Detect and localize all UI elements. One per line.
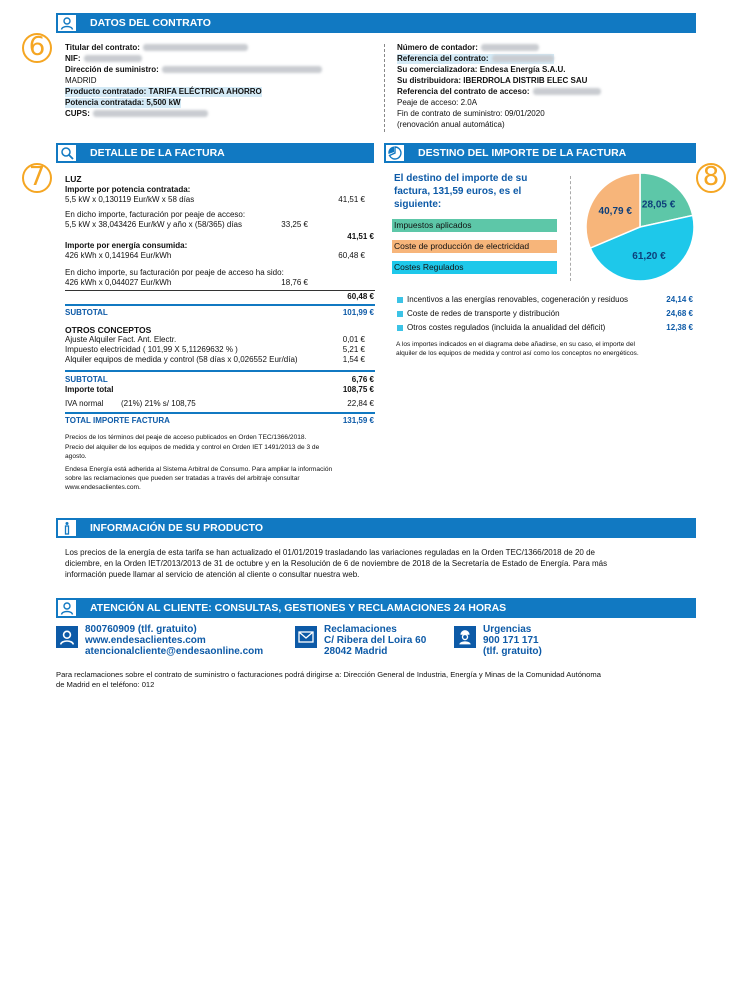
reclamaciones-label: Reclamaciones (324, 624, 397, 635)
energia-title: Importe por energía consumida: (65, 241, 188, 250)
potencia-title: Importe por potencia contratada: (65, 185, 191, 194)
potencia-value: 41,51 € (338, 195, 365, 204)
redes-value: 24,68 € (666, 309, 693, 318)
info-icon (56, 518, 78, 538)
destino-heading-3: siguiente: (394, 199, 442, 210)
destino-nota-2: alquiler de los equipos de medida y control así como los conceptos no energéticos. (396, 350, 639, 357)
producto-contratado: Producto contratado: TARIFA ELÉCTRICA AHORRO (65, 87, 262, 96)
otros-costes-value: 12,38 € (666, 323, 693, 332)
importe-total-label: Importe total (65, 385, 114, 394)
alquiler-fact-value: 0,01 € (342, 335, 365, 344)
urgencias-label: Urgencias (483, 624, 532, 635)
user-icon (56, 598, 78, 618)
peaje-acceso: Peaje de acceso: 2.0A (397, 98, 478, 107)
referencia-field: Referencia del contrato: (397, 54, 554, 64)
destino-heading-2: factura, 131,59 euros, es el (394, 186, 522, 197)
energia-peaje-line: 426 kWh x 0,044027 Eur/kWh (65, 278, 172, 287)
footer-line-1: Para reclamaciones sobre el contrato de suministro o facturaciones podrá dirigirse a: Dirección General de Industria, Energía y Minas de la Comunidad Autónoma (56, 670, 601, 679)
user-icon (56, 13, 78, 33)
subtotal2-value: 6,76 € (351, 375, 374, 384)
section-title: DATOS DEL CONTRATO (90, 17, 211, 29)
fin-contrato: Fin de contrato de suministro: 09/01/2020 (397, 109, 545, 118)
luz-label: LUZ (65, 174, 82, 184)
tag-impuestos: Impuestos aplicados (392, 219, 557, 232)
impuesto-value: 5,21 € (342, 345, 365, 354)
titular-field: Titular del contrato: (65, 43, 248, 53)
iva-value: 22,84 € (347, 399, 374, 408)
marker-7: 7 (22, 163, 52, 193)
urgencias-gratuito: (tlf. gratuito) (483, 646, 542, 657)
section-header-detalle (56, 143, 374, 163)
legend-bullet (397, 297, 403, 303)
telefono-gratuito[interactable]: 800760909 (tlf. gratuito) (85, 624, 197, 635)
otros-costes-label: Otros costes regulados (incluida la anualidad del déficit) (407, 323, 606, 332)
energia-peaje-desc: En dicho importe, su facturación por peaje de acceso ha sido: (65, 268, 284, 277)
technician-icon (454, 626, 476, 648)
potencia-contratada: Potencia contratada: 5,500 kW (65, 98, 181, 107)
divider (65, 370, 375, 372)
legend-bullet (397, 311, 403, 317)
alquiler-equipos-line: Alquiler equipos de medida y control (58 días x 0,026552 Eur/día) (65, 355, 298, 364)
nota-arbitraje-2: sobre las reclamaciones que pueden ser tratadas a través del arbitraje consultar (65, 475, 300, 482)
pie-chart (585, 172, 695, 282)
section-title: DESTINO DEL IMPORTE DE LA FACTURA (418, 147, 627, 159)
section-header-info (56, 518, 696, 538)
reclamaciones-direccion: C/ Ribera del Loira 60 (324, 635, 427, 646)
section-header-destino (384, 143, 696, 163)
nota-alquiler-1: Precio del alquiler de los equipos de medida y control en Orden IET 1491/2013 de 3 de (65, 444, 320, 451)
mail-icon (295, 626, 317, 648)
total-label: TOTAL IMPORTE FACTURA (65, 416, 170, 425)
urgencias-telefono[interactable]: 900 171 171 (483, 635, 539, 646)
section-header-datos (56, 13, 696, 33)
email-link[interactable]: atencionalcliente@endesaonline.com (85, 646, 264, 657)
pie-data-label: 28,05 € (641, 199, 676, 211)
potencia-peaje-value: 33,25 € (281, 220, 308, 229)
section-title: ATENCIÓN AL CLIENTE: CONSULTAS, GESTIONES Y RECLAMACIONES 24 HORAS (90, 602, 507, 614)
ref-acceso-field: Referencia del contrato de acceso: (397, 87, 601, 97)
subtotal-value: 101,99 € (342, 308, 374, 317)
contador-field: Número de contador: (397, 43, 539, 53)
legend-bullet (397, 325, 403, 331)
cups-field: CUPS: (65, 109, 208, 119)
destino-heading-1: El destino del importe de su (394, 173, 528, 184)
pie-chart-icon (384, 143, 406, 163)
alquiler-equipos-value: 1,54 € (342, 355, 365, 364)
section-header-atencion (56, 598, 696, 618)
potencia-peaje-line: 5,5 kW x 38,043426 Eur/kW y año x (58/365) días (65, 220, 242, 229)
impuesto-line: Impuesto electricidad ( 101,99 X 5,11269632 % ) (65, 345, 238, 354)
energia-line: 426 kWh x 0,141964 Eur/kWh (65, 251, 172, 260)
potencia-total: 41,51 € (347, 232, 374, 241)
tag-coste-produccion: Coste de producción de electricidad (392, 240, 557, 253)
reclamaciones-ciudad: 28042 Madrid (324, 646, 388, 657)
tag-costes-regulados: Costes Regulados (392, 261, 557, 274)
distribuidora: Su distribuidora: IBERDROLA DISTRIB ELEC SAU (397, 76, 588, 85)
pie-data-label: 61,20 € (632, 250, 666, 262)
otros-title: OTROS CONCEPTOS (65, 325, 152, 335)
web-link[interactable]: www.endesaclientes.com (85, 635, 206, 646)
contract-divider (384, 44, 385, 132)
marker-8: 8 (696, 163, 726, 193)
energia-value: 60,48 € (338, 251, 365, 260)
energia-peaje-value: 18,76 € (281, 278, 308, 287)
info-line-1: Los precios de la energía de esta tarifa se han actualizado el 01/01/2019 trasladando las variaciones reguladas en la Orden TEC/1366/2018 de 20 de (65, 548, 595, 557)
redes-label: Coste de redes de transporte y distribución (407, 309, 560, 318)
iva-detail: (21%) 21% s/ 108,75 (121, 399, 196, 408)
divider (65, 412, 375, 414)
destino-divider (570, 176, 571, 281)
magnifier-icon (56, 143, 78, 163)
importe-total-value: 108,75 € (342, 385, 374, 394)
total-value: 131,59 € (342, 416, 374, 425)
section-title: DETALLE DE LA FACTURA (90, 147, 225, 159)
direccion-field: Dirección de suministro: (65, 65, 322, 75)
info-line-3: información puede llamar al servicio de atención al cliente o consultar nuestra web. (65, 570, 360, 579)
divider (65, 304, 375, 306)
divider (65, 290, 375, 291)
footer-line-2: de Madrid en el teléfono: 012 (56, 680, 155, 689)
subtotal2-label: SUBTOTAL (65, 375, 108, 384)
alquiler-fact-line: Ajuste Alquiler Fact. Ant. Electr. (65, 335, 177, 344)
pie-data-label: 40,79 € (598, 206, 632, 218)
potencia-peaje-desc: En dicho importe, facturación por peaje de acceso: (65, 210, 246, 219)
info-line-2: diciembre, en la Orden IET/2013/2013 de 31 de octubre y en la Resolución de 6 de noviembre de 2018 de la Secretaría de Estado de Energía. Para más (65, 559, 608, 568)
nota-arbitraje-3: www.endesaclientes.com. (65, 484, 141, 491)
ciudad-value: MADRID (65, 76, 97, 85)
section-title: INFORMACIÓN DE SU PRODUCTO (90, 522, 264, 534)
potencia-line: 5,5 kW x 0,130119 Eur/kW x 58 días (65, 195, 195, 204)
customer-icon (56, 626, 78, 648)
nota-alquiler-2: agosto. (65, 453, 87, 460)
renovacion: (renovación anual automática) (397, 120, 505, 129)
destino-nota-1: A los importes indicados en el diagrama debe añadirse, en su caso, el importe del (396, 341, 635, 348)
subtotal-label: SUBTOTAL (65, 308, 108, 317)
incentivos-value: 24,14 € (666, 295, 693, 304)
nota-arbitraje-1: Endesa Energía está adherida al Sistema Arbitral de Consumo. Para ampliar la información (65, 466, 333, 473)
comercializadora: Su comercializadora: Endesa Energía S.A.U. (397, 65, 566, 74)
iva-label: IVA normal (65, 399, 104, 408)
incentivos-label: Incentivos a las energías renovables, cogeneración y residuos (407, 295, 629, 304)
nota-peaje: Precios de los términos del peaje de acceso publicados en Orden TEC/1366/2018. (65, 434, 307, 441)
energia-total: 60,48 € (347, 292, 374, 301)
marker-6: 6 (22, 33, 52, 63)
nif-field: NIF: (65, 54, 142, 64)
